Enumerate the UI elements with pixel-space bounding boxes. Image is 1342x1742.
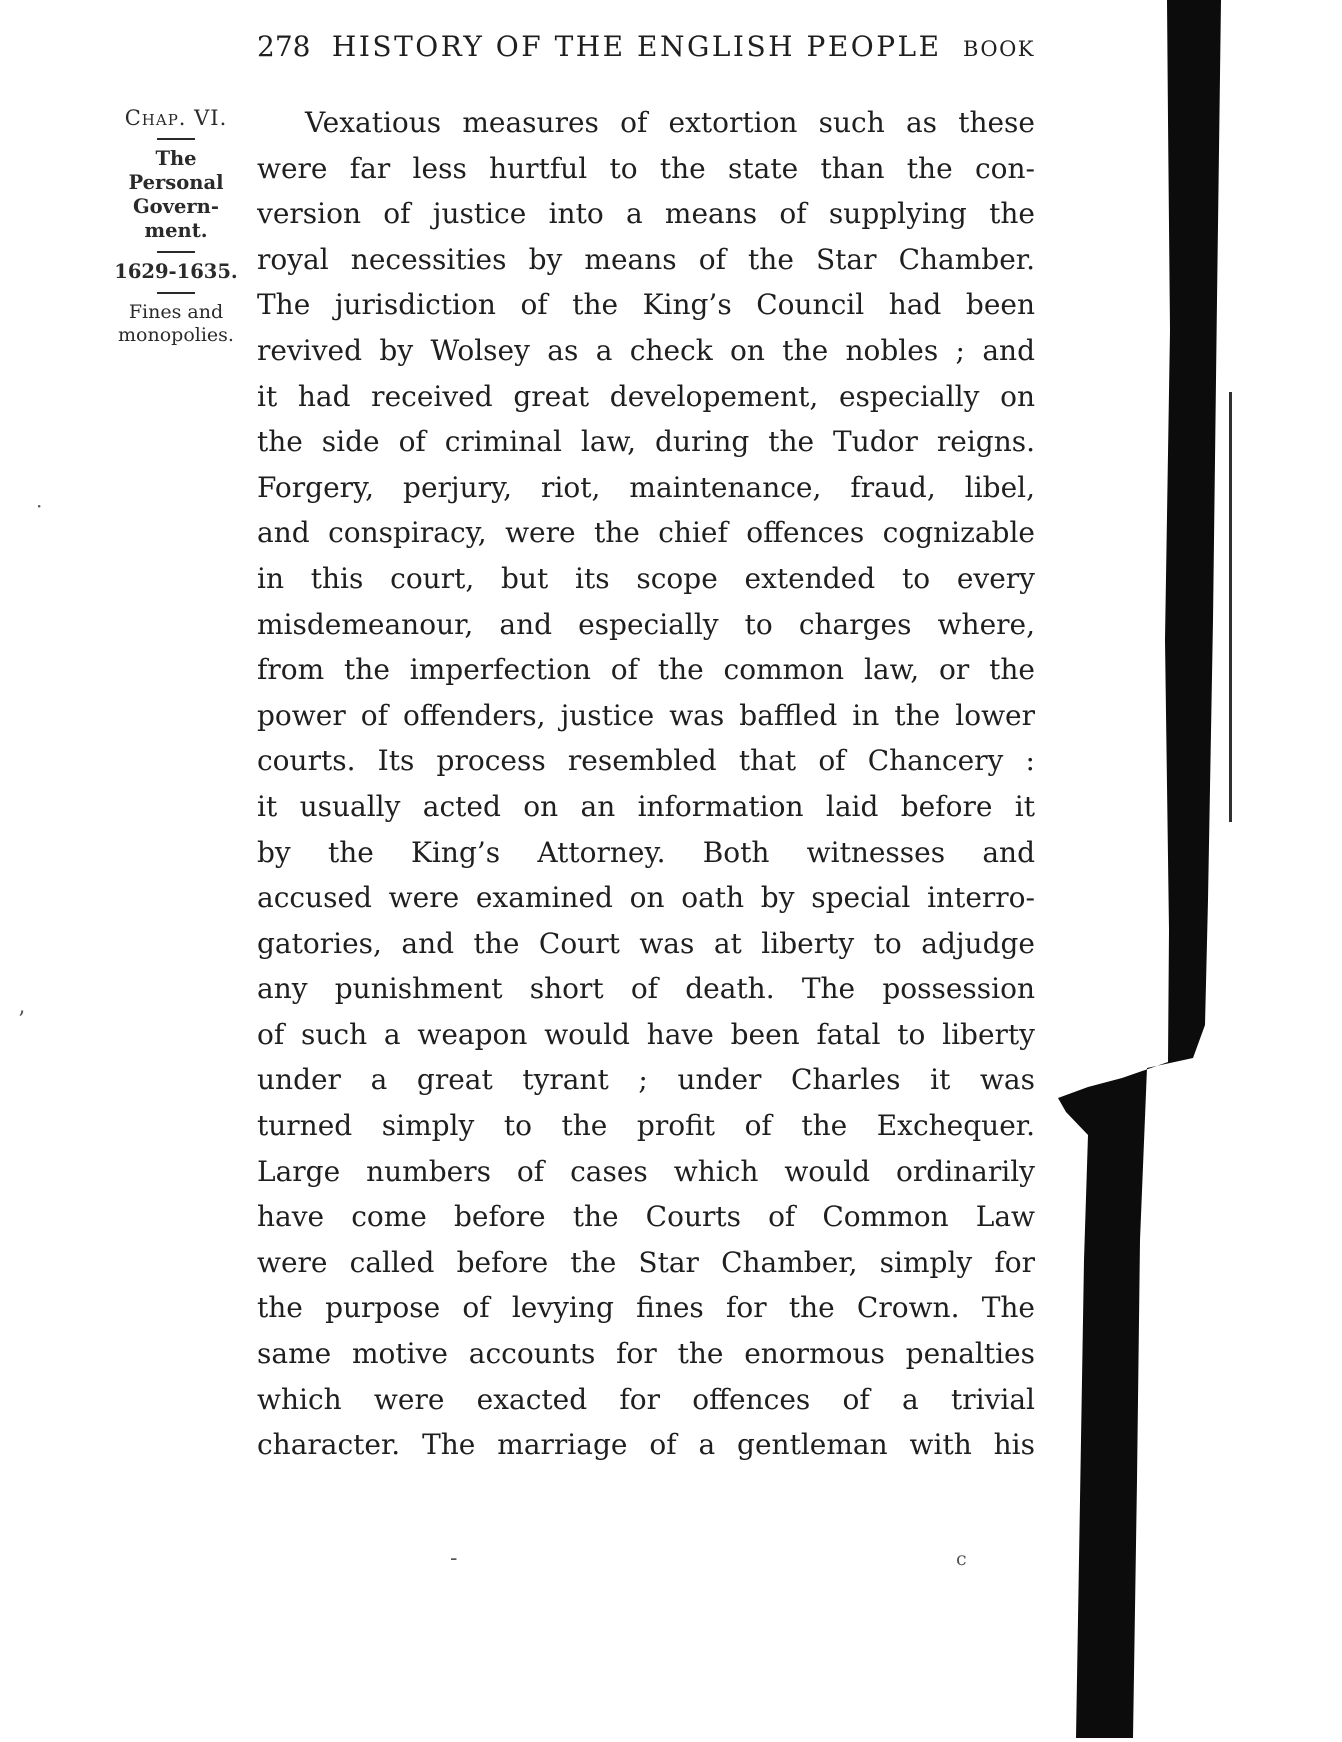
margin-note-line: monopolies. bbox=[118, 324, 234, 346]
margin-note-line: 1629-1635. bbox=[114, 260, 238, 283]
margin-note-line: Govern- bbox=[133, 195, 219, 218]
margin-notes bbox=[100, 106, 252, 347]
scan-speck: · bbox=[36, 494, 43, 518]
text-line: under a great tyrant ; under Charles it was bbox=[257, 1063, 1035, 1097]
header-title: HISTORY OF THE ENGLISH PEOPLE bbox=[331, 30, 942, 63]
text-line: same motive accounts for the enormous penalties bbox=[257, 1337, 1035, 1371]
text-line: any punishment short of death. The possession bbox=[257, 972, 1035, 1006]
text-line: the purpose of levying fines for the Crown. The bbox=[257, 1291, 1035, 1325]
text-line: by the King’s Attorney. Both witnesses and bbox=[257, 835, 1035, 869]
text-line: accused were examined on oath by special interro- bbox=[257, 881, 1035, 915]
text-line: revived by Wolsey as a check on the nobles ; and bbox=[257, 333, 1035, 367]
text-line: character. The marriage of a gentleman with his bbox=[257, 1428, 1035, 1462]
text-line: in this court, but its scope extended to every bbox=[257, 561, 1035, 595]
margin-note-line: Fines and bbox=[128, 301, 224, 323]
text-line: it usually acted on an information laid before it bbox=[257, 789, 1035, 823]
page-header bbox=[257, 30, 1035, 63]
text-line: royal necessities by means of the Star Chamber. bbox=[257, 242, 1035, 276]
text-line: courts. Its process resembled that of Chancery : bbox=[257, 744, 1035, 778]
text-line: it had received great developement, especially on bbox=[257, 379, 1035, 413]
text-line: turned simply to the profit of the Exchequer. bbox=[257, 1109, 1035, 1143]
text-line: Forgery, perjury, riot, maintenance, fraud, libel, bbox=[257, 470, 1035, 504]
text-line: gatories, and the Court was at liberty to adjudge bbox=[257, 926, 1035, 960]
margin-note-line: ment. bbox=[144, 219, 208, 242]
text-line: The jurisdiction of the King’s Council had been bbox=[257, 288, 1035, 322]
text-line: misdemeanour, and especially to charges where, bbox=[257, 607, 1035, 641]
text-line: were called before the Star Chamber, simply for bbox=[257, 1245, 1035, 1279]
scan-speck: - bbox=[450, 1546, 458, 1571]
margin-rule bbox=[157, 292, 195, 294]
text-line: of such a weapon would have been fatal to liberty bbox=[257, 1017, 1035, 1051]
page-number: 278 bbox=[257, 30, 311, 63]
body-text bbox=[257, 100, 1035, 1468]
text-line: were far less hurtful to the state than the con- bbox=[257, 151, 1035, 185]
text-line: from the imperfection of the common law, or the bbox=[257, 653, 1035, 687]
margin-rule bbox=[157, 251, 195, 253]
text-line: power of offenders, justice was baffled in the lower bbox=[257, 698, 1035, 732]
margin-note-line: Personal bbox=[128, 171, 224, 194]
header-book-label: BOOK bbox=[963, 37, 1035, 61]
margin-note-fines bbox=[100, 301, 252, 347]
margin-note-government bbox=[100, 147, 252, 243]
text-line: version of justice into a means of supplying the bbox=[257, 197, 1035, 231]
text-line: Vexatious measures of extortion such as these bbox=[305, 106, 1035, 139]
chapter-label: Chap. VI. bbox=[124, 106, 228, 130]
scan-speck: ’ bbox=[18, 1008, 25, 1033]
margin-rule bbox=[157, 138, 195, 140]
margin-note-dates bbox=[100, 260, 252, 284]
margin-note-line: The bbox=[155, 147, 197, 170]
text-line: Large numbers of cases which would ordinarily bbox=[257, 1154, 1035, 1188]
scan-speck: c bbox=[956, 1548, 967, 1570]
text-line: have come before the Courts of Common Law bbox=[257, 1200, 1035, 1234]
text-line: the side of criminal law, during the Tudor reigns. bbox=[257, 425, 1035, 459]
text-line: and conspiracy, were the chief offences cognizable bbox=[257, 516, 1035, 550]
text-line: which were exacted for offences of a trivial bbox=[257, 1382, 1035, 1416]
